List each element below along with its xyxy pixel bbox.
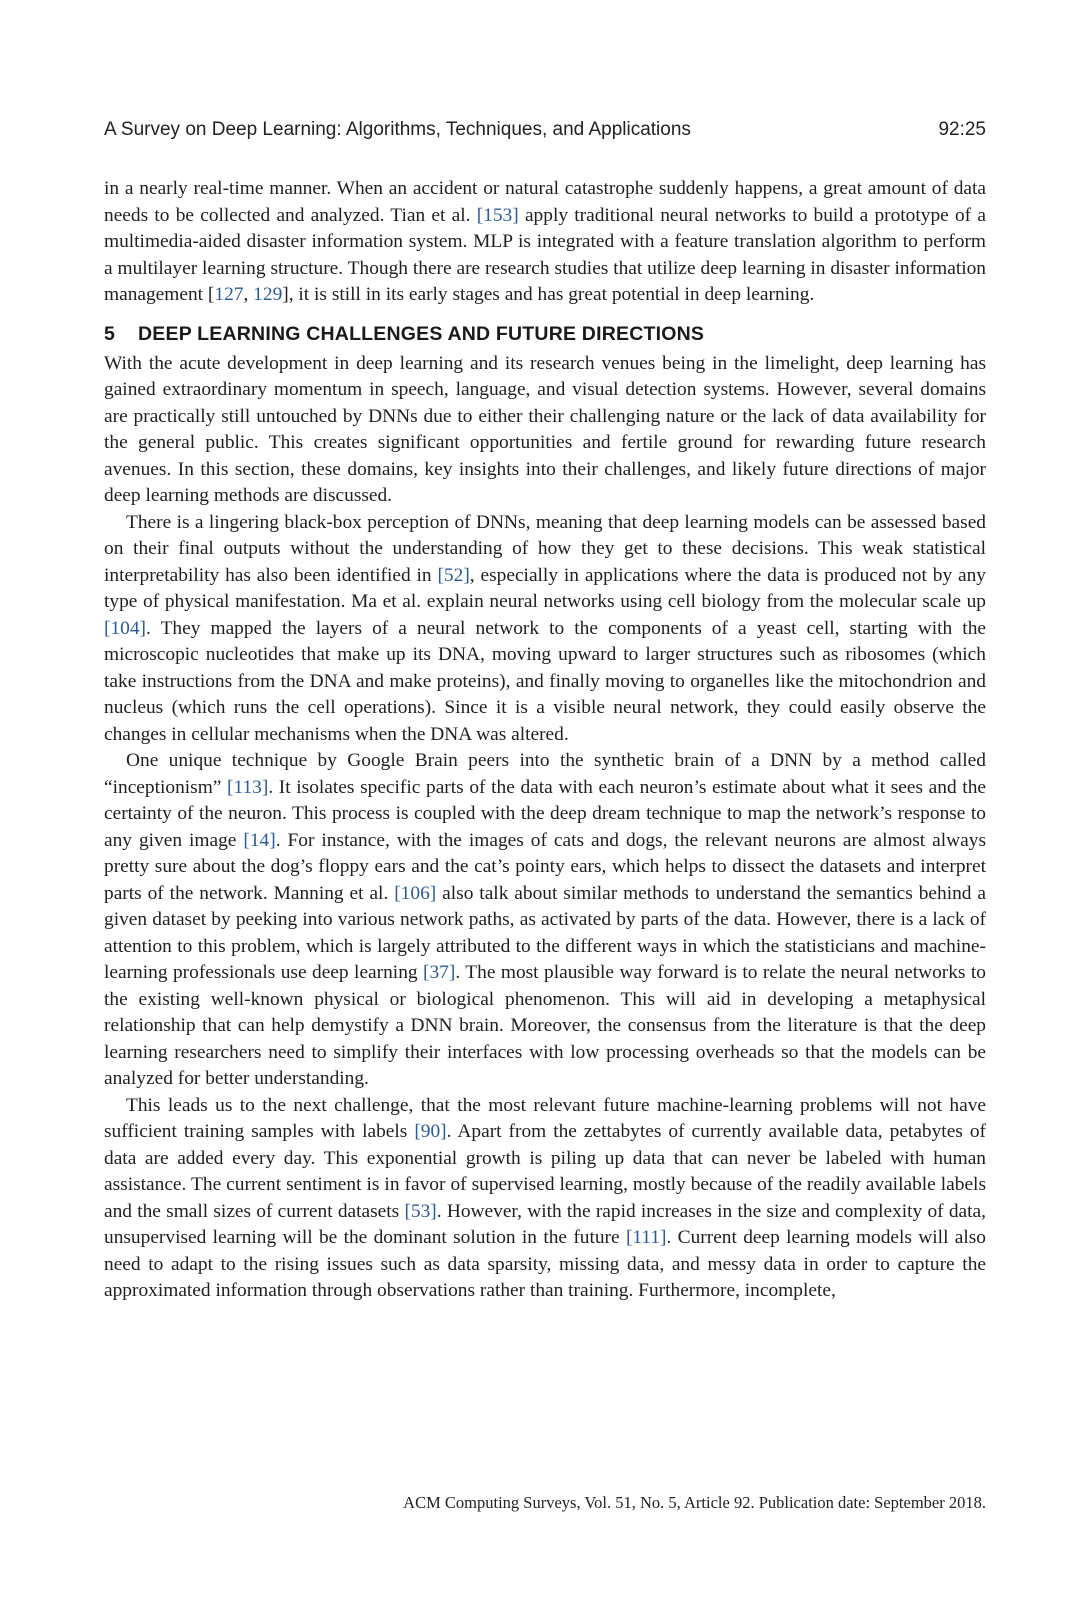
page-number: 92:25: [938, 119, 986, 140]
citation-link[interactable]: [106]: [394, 882, 437, 904]
citation-link[interactable]: [111]: [625, 1227, 667, 1248]
running-header: [104, 119, 986, 141]
citation-link[interactable]: 129: [253, 284, 283, 305]
citation-link[interactable]: [153]: [476, 204, 519, 226]
paragraph: With the acute development in deep learning and its research venues being in the limelight, deep learning has gained extraordinary momentum in speech, language, and visual detection systems. However, several domains are practically still untouched by DNNs due to either their challenging nature or the lack of data availability for the general public. This creates significant opportunities and fertile ground for rewarding future research avenues. In this section, these domains, key insights into their challenges, and likely future directions of major deep learning methods are discussed.: [104, 352, 986, 506]
citation-link[interactable]: [52]: [437, 564, 470, 586]
section-heading: [104, 320, 986, 348]
citation-link[interactable]: [90]: [414, 1121, 447, 1142]
section-number: 5: [104, 322, 116, 345]
citation-link[interactable]: [53]: [404, 1200, 437, 1222]
paragraph-continued: in a nearly real-time manner. When an accident or natural catastrophe suddenly happens, a great amount of data needs to be collected and analyzed. Tian et al. [153] apply traditional neural networks to build a prototype of a multimedia-aided disaster information system. MLP is integrated with a feature translation algorithm to perform a multilayer learning structure. Though there are research studies that utilize deep learning in disaster information management [127, 129], it is still in its early stages and has great potential in deep learning.: [104, 178, 986, 305]
section-title: DEEP LEARNING CHALLENGES AND FUTURE DIRECTIONS: [138, 322, 705, 345]
citation-link[interactable]: [104]: [104, 617, 147, 639]
body-text: [104, 176, 986, 1305]
paragraph: This leads us to the next challenge, that the most relevant future machine-learning problems will not have sufficient training samples with labels [90]. Apart from the zettabytes of currently available data, petabytes of data are added every day. This exponential growth is piling up data that can never be labeled with human assistance. The current sentiment is in favor of supervised learning, mostly because of the readily available labels and the small sizes of current datasets [53]. However, with the rapid increases in the size and complexity of data, unsupervised learning will be the dominant solution in the future [111]. Current deep learning models will also need to adapt to the rising issues such as data sparsity, missing data, and messy data in order to capture the approximated information through observations rather than training. Furthermore, incomplete,: [104, 1094, 986, 1301]
citation-link[interactable]: [37]: [423, 962, 456, 983]
running-title: A Survey on Deep Learning: Algorithms, Techniques, and Applications: [104, 119, 691, 140]
citation-link[interactable]: 127: [214, 284, 244, 305]
paragraph: There is a lingering black-box perception of DNNs, meaning that deep learning models can be assessed based on their final outputs without the understanding of how they get to these decisions. This weak statistical interpretability has also been identified in [52], especially in applications where the data is produced not by any type of physical manifestation. Ma et al. explain neural networks using cell biology from the molecular scale up [104]. They mapped the layers of a neural network to the components of a yeast cell, starting with the microscopic nucleotides that make up its DNA, moving upward to larger structures such as ribosomes (which take instructions from the DNA and make proteins), and finally moving to organelles like the mitochondrion and nucleus (which runs the cell operations). Since it is a visible neural network, they could easily observe the changes in cellular mechanisms when the DNA was altered.: [104, 511, 986, 745]
citation-link[interactable]: [113]: [227, 776, 269, 798]
footer-citation: ACM Computing Surveys, Vol. 51, No. 5, Article 92. Publication date: September 2018.: [403, 1493, 986, 1512]
citation-link[interactable]: [14]: [243, 829, 276, 851]
paragraph: One unique technique by Google Brain peers into the synthetic brain of a DNN by a method called “inceptionism” [113]. It isolates specific parts of the data with each neuron’s estimate about what it sees and the certainty of the neuron. This process is coupled with the deep dream technique to map the network’s response to any given image [14]. For instance, with the images of cats and dogs, the relevant neurons are almost always pretty sure about the dog’s floppy ears and the cat’s pointy ears, which helps to dissect the datasets and interpret parts of the network. Manning et al. [106] also talk about similar methods to understand the semantics behind a given dataset by peeking into various network paths, as activated by parts of the data. However, there is a lack of attention to this problem, which is largely attributed to the different ways in which the statisticians and machine-learning professionals use deep learning [37]. The most plausible way forward is to relate the neural networks to the existing well-known physical or biological phenomenon. This will aid in developing a metaphysical relationship that can help demystify a DNN brain. Moreover, the consensus from the literature is that the deep learning researchers need to simplify their interfaces with low processing overheads so that the models can be analyzed for better understanding.: [104, 750, 987, 1089]
